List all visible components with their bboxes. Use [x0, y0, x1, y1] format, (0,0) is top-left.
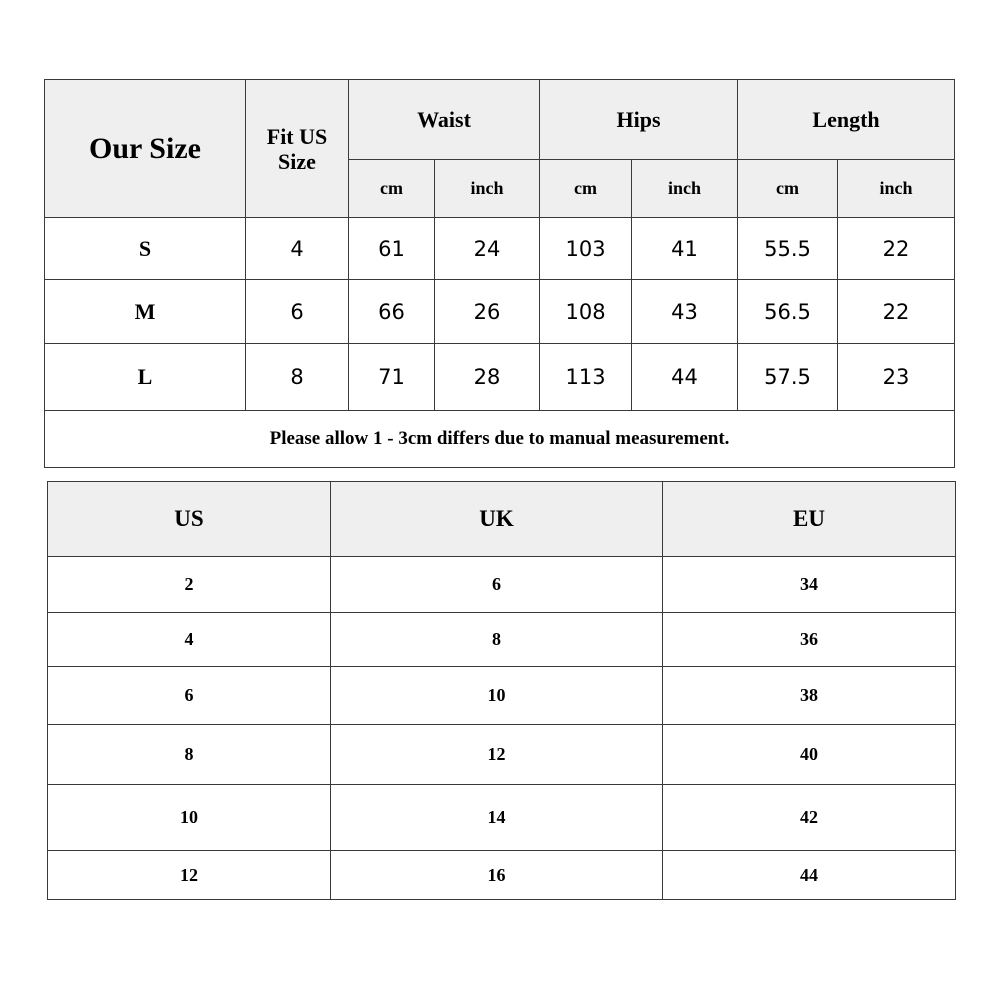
uk-cell: 8	[331, 613, 663, 667]
table-row	[48, 667, 956, 725]
table-row	[45, 280, 955, 344]
length-cm-cell: 56.5	[738, 280, 838, 344]
table-row	[48, 785, 956, 851]
table-row	[45, 344, 955, 411]
eu-cell: 38	[663, 667, 956, 725]
waist-cm-cell: 66	[349, 280, 435, 344]
hips-cm-cell: 103	[540, 218, 632, 280]
waist-inch-cell: 28	[435, 344, 540, 411]
uk-cell: 16	[331, 851, 663, 900]
hips-cm-cell: 113	[540, 344, 632, 411]
size-chart-table	[44, 79, 955, 468]
measurement-note: Please allow 1 - 3cm differs due to manual measurement.	[45, 411, 955, 468]
waist-inch-cell: 24	[435, 218, 540, 280]
us-column-header: US	[48, 482, 331, 557]
hips-cm-header: cm	[540, 160, 632, 218]
hips-header: Hips	[540, 80, 738, 160]
size-cell: S	[45, 218, 246, 280]
eu-cell: 42	[663, 785, 956, 851]
hips-inch-cell: 43	[632, 280, 738, 344]
us-cell: 6	[48, 667, 331, 725]
length-cm-cell: 55.5	[738, 218, 838, 280]
table-row	[48, 725, 956, 785]
length-inch-cell: 22	[838, 218, 955, 280]
uk-column-header: UK	[331, 482, 663, 557]
table-row	[48, 851, 956, 900]
waist-cm-cell: 61	[349, 218, 435, 280]
length-inch-header: inch	[838, 160, 955, 218]
eu-column-header: EU	[663, 482, 956, 557]
table-row	[48, 613, 956, 667]
us-cell: 8	[48, 725, 331, 785]
hips-inch-header: inch	[632, 160, 738, 218]
length-cm-cell: 57.5	[738, 344, 838, 411]
length-inch-cell: 22	[838, 280, 955, 344]
fit-us-cell: 6	[246, 280, 349, 344]
uk-cell: 14	[331, 785, 663, 851]
waist-inch-cell: 26	[435, 280, 540, 344]
fit-us-cell: 8	[246, 344, 349, 411]
eu-cell: 44	[663, 851, 956, 900]
waist-header: Waist	[349, 80, 540, 160]
length-header: Length	[738, 80, 955, 160]
length-inch-cell: 23	[838, 344, 955, 411]
size-cell: M	[45, 280, 246, 344]
fit-us-size-header: Fit US Size	[246, 80, 349, 218]
table-row	[48, 557, 956, 613]
hips-inch-cell: 44	[632, 344, 738, 411]
uk-cell: 10	[331, 667, 663, 725]
hips-inch-cell: 41	[632, 218, 738, 280]
us-cell: 12	[48, 851, 331, 900]
waist-inch-header: inch	[435, 160, 540, 218]
size-conversion-table	[47, 481, 956, 900]
us-cell: 4	[48, 613, 331, 667]
table-row	[45, 218, 955, 280]
hips-cm-cell: 108	[540, 280, 632, 344]
uk-cell: 12	[331, 725, 663, 785]
eu-cell: 40	[663, 725, 956, 785]
uk-cell: 6	[331, 557, 663, 613]
our-size-header: Our Size	[45, 80, 246, 218]
waist-cm-header: cm	[349, 160, 435, 218]
length-cm-header: cm	[738, 160, 838, 218]
eu-cell: 36	[663, 613, 956, 667]
eu-cell: 34	[663, 557, 956, 613]
size-cell: L	[45, 344, 246, 411]
fit-us-cell: 4	[246, 218, 349, 280]
us-cell: 2	[48, 557, 331, 613]
us-cell: 10	[48, 785, 331, 851]
waist-cm-cell: 71	[349, 344, 435, 411]
